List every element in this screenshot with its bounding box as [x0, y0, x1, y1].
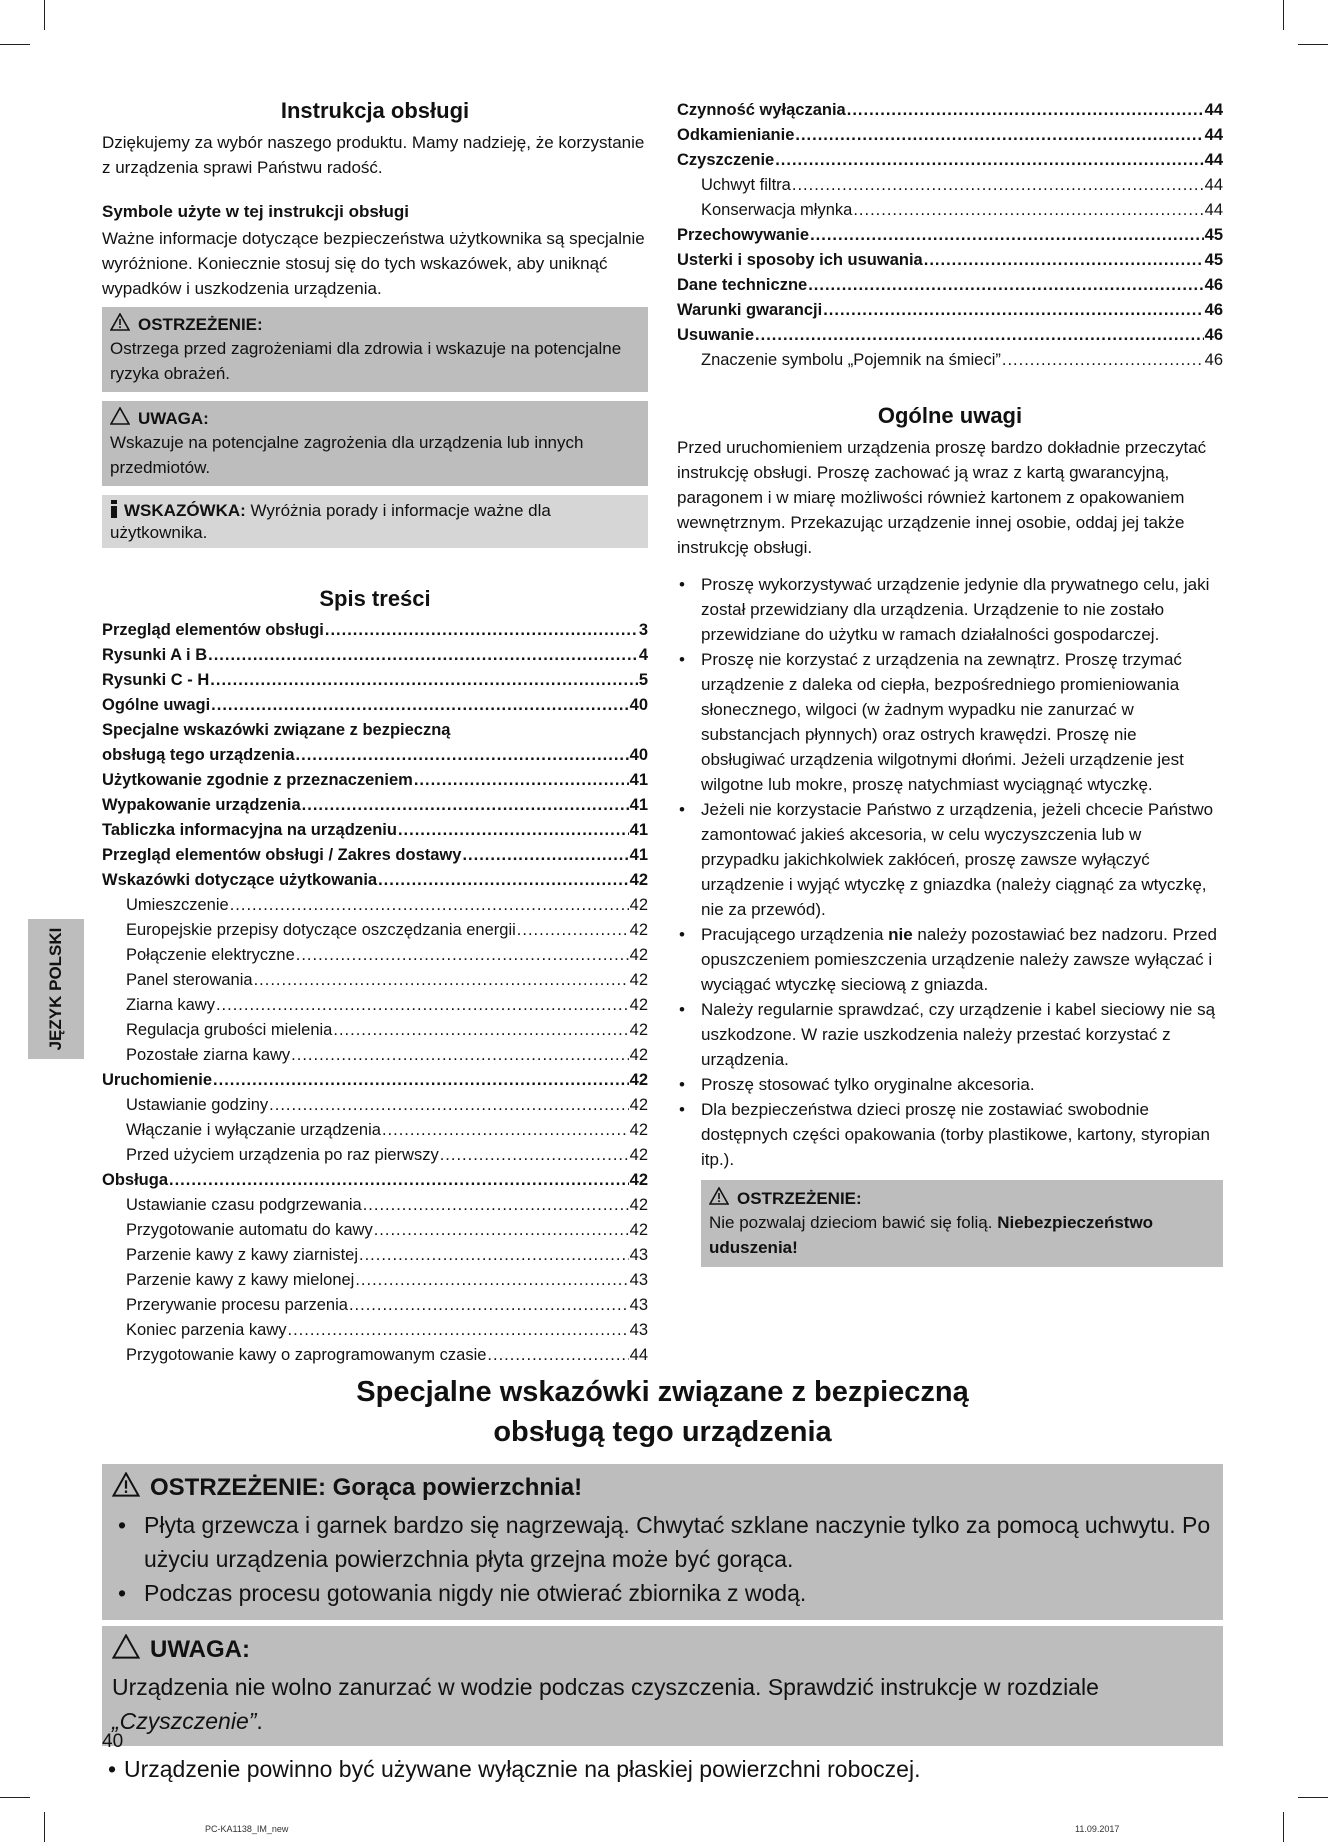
- toc-entry-page: 5: [638, 671, 648, 689]
- hint-box: [102, 495, 648, 548]
- toc-entry-label: Ziarna kawy: [126, 996, 215, 1014]
- toc-entry-page: 42: [629, 1196, 648, 1214]
- toc-entry-page: 4: [638, 646, 648, 664]
- caution-box: [102, 401, 648, 486]
- toc-entry-page: 42: [629, 1146, 648, 1164]
- toc-entry-page: 46: [1204, 301, 1223, 319]
- toc-leader-dots: [382, 1118, 629, 1143]
- special-safety-section: [102, 1372, 1223, 1786]
- warning-title: OSTRZEŻENIE:: [737, 1188, 862, 1208]
- toc-entry-label: Parzenie kawy z kawy mielonej: [126, 1271, 355, 1289]
- toc-entry-label: Znaczenie symbolu „Pojemnik na śmieci”: [701, 351, 1001, 369]
- hint-text: Wyróżnia porady i informacje ważne dla użytkownika.: [110, 500, 551, 542]
- toc-entry: [102, 1093, 648, 1118]
- toc-entry-label: Przerywanie procesu parzenia: [126, 1296, 348, 1314]
- toc-entry-label: obsługą tego urządzenia: [102, 746, 295, 764]
- language-side-tab: [28, 919, 84, 1059]
- list-item: • Należy regularnie sprawdzać, czy urządzenie i kabel sieciowy nie są uszkodzone. W razie uszkodzenia należy przestać korzystać z urządzenia.: [677, 997, 1223, 1072]
- toc-leader-dots: [462, 843, 628, 868]
- table-of-contents-continued: [677, 98, 1223, 373]
- toc-entry-label: Usuwanie: [677, 326, 755, 344]
- toc-entry: [677, 248, 1223, 273]
- toc-entry-page: 42: [629, 1021, 648, 1039]
- toc-entry-page: 42: [629, 971, 648, 989]
- caution-title: UWAGA:: [138, 408, 209, 428]
- cleaning-chapter-ref: „Czyszczenie”: [112, 1708, 257, 1734]
- toc-entry-page: 42: [629, 996, 648, 1014]
- toc-entry-label: Rysunki A i B: [102, 646, 208, 664]
- info-icon: [110, 500, 118, 523]
- toc-entry-label: Pozostałe ziarna kawy: [126, 1046, 291, 1064]
- toc-entry: [677, 273, 1223, 298]
- toc-entry-page: 42: [629, 896, 648, 914]
- caution-triangle-icon: [112, 1634, 140, 1666]
- toc-entry: [102, 1018, 648, 1043]
- hint-label: WSKAZÓWKA:: [124, 500, 246, 520]
- toc-entry-page: 46: [1204, 351, 1223, 369]
- toc-entry-page: 41: [629, 821, 648, 839]
- cleaning-caution-title: UWAGA:: [150, 1636, 250, 1663]
- safety-bullet-list: [677, 572, 1223, 1172]
- toc-entry: [102, 1193, 648, 1218]
- toc-entry-label: Specjalne wskazówki związane z bezpieczną: [102, 721, 451, 739]
- list-item: • Proszę stosować tylko oryginalne akcesoria.: [677, 1072, 1223, 1097]
- flat-surface-bullet: [102, 1752, 1223, 1786]
- toc-entry: [102, 1143, 648, 1168]
- toc-title: Spis treści: [319, 586, 431, 611]
- toc-entry: [102, 968, 648, 993]
- footer-file-id: PC-KA1138_IM_new: [205, 1824, 289, 1834]
- toc-leader-dots: [398, 818, 629, 843]
- hot-surface-bullets: [112, 1508, 1213, 1610]
- toc-entry-page: 46: [1204, 276, 1223, 294]
- toc-leader-dots: [291, 1043, 628, 1068]
- toc-leader-dots: [487, 1343, 628, 1368]
- warning-text: Nie pozwalaj dzieciom bawić się folią.: [709, 1213, 998, 1232]
- toc-leader-dots: [169, 1168, 629, 1193]
- toc-leader-dots: [853, 198, 1203, 223]
- toc-entry-label: Obsługa: [102, 1171, 169, 1189]
- special-title-line1: Specjalne wskazówki związane z bezpieczną: [356, 1376, 969, 1408]
- bullet-emphasis: nie: [888, 925, 913, 944]
- toc-leader-dots: [517, 918, 629, 943]
- toc-leader-dots: [355, 1268, 628, 1293]
- toc-entry: [102, 1118, 648, 1143]
- toc-entry: [102, 1243, 648, 1268]
- toc-entry-label: Wskazówki dotyczące użytkowania: [102, 871, 378, 889]
- toc-entry-label: Przegląd elementów obsługi / Zakres dostawy: [102, 846, 462, 864]
- toc-entry: [102, 868, 648, 893]
- toc-entry-page: 43: [629, 1296, 648, 1314]
- symbols-heading: Symbole użyte w tej instrukcji obsługi: [102, 202, 410, 221]
- toc-leader-dots: [847, 98, 1204, 123]
- toc-leader-dots: [213, 1068, 629, 1093]
- toc-entry: [102, 1268, 648, 1293]
- toc-entry-label: Połączenie elektryczne: [126, 946, 295, 964]
- special-title: [102, 1372, 1223, 1452]
- toc-leader-dots: [359, 1243, 629, 1268]
- toc-leader-dots: [210, 668, 638, 693]
- warning-text: Ostrzega przed zagrożeniami dla zdrowia i wskazuje na potencjalne ryzyka obrażeń.: [110, 339, 622, 383]
- toc-entry-label: Włączanie i wyłączanie urządzenia: [126, 1121, 381, 1139]
- toc-entry: [102, 893, 648, 918]
- toc-leader-dots: [1002, 348, 1204, 373]
- toc-entry-page: 42: [629, 946, 648, 964]
- toc-entry-page: 43: [629, 1321, 648, 1339]
- toc-entry-label: Parzenie kawy z kawy ziarnistej: [126, 1246, 358, 1264]
- toc-entry-page: 41: [629, 846, 648, 864]
- list-item: [677, 922, 1223, 997]
- toc-entry: [102, 1318, 648, 1343]
- cleaning-caution-box: [102, 1626, 1223, 1746]
- toc-entry-label: Usterki i sposoby ich usuwania: [677, 251, 923, 269]
- toc-leader-dots: [440, 1143, 629, 1168]
- toc-entry-label: Ustawianie czasu podgrzewania: [126, 1196, 362, 1214]
- toc-entry: [102, 1043, 648, 1068]
- hot-surface-warning-box: [102, 1464, 1223, 1620]
- toc-entry-page: 42: [629, 1096, 648, 1114]
- toc-leader-dots: [363, 1193, 629, 1218]
- toc-entry: [102, 643, 648, 668]
- toc-entry-label: Wypakowanie urządzenia: [102, 796, 301, 814]
- toc-entry: [677, 348, 1223, 373]
- warning-emphasis: Niebezpieczeństwo uduszenia!: [709, 1213, 1154, 1257]
- toc-entry-page: 44: [1204, 126, 1223, 144]
- toc-entry: [677, 223, 1223, 248]
- toc-entry-page: 44: [1204, 176, 1223, 194]
- toc-entry-page: 3: [638, 621, 648, 639]
- hot-surface-title: OSTRZEŻENIE: Gorąca powierzchnia!: [150, 1474, 583, 1501]
- warning-triangle-icon: [709, 1187, 729, 1210]
- toc-leader-dots: [374, 1218, 629, 1243]
- toc-entry-page: 44: [629, 1346, 648, 1364]
- toc-entry: [102, 818, 648, 843]
- toc-entry-label: Panel sterowania: [126, 971, 253, 989]
- toc-entry-page: 41: [629, 771, 648, 789]
- toc-entry-label: Użytkowanie zgodnie z przeznaczeniem: [102, 771, 413, 789]
- toc-entry-page: 42: [629, 871, 648, 889]
- toc-leader-dots: [296, 743, 629, 768]
- toc-leader-dots: [810, 223, 1204, 248]
- toc-entry: [102, 793, 648, 818]
- toc-leader-dots: [208, 643, 638, 668]
- toc-leader-dots: [823, 298, 1203, 323]
- toc-entry-page: 42: [629, 1071, 648, 1089]
- list-item: • Dla bezpieczeństwa dzieci proszę nie zostawiać swobodnie dostępnych części opakowania (torby plastikowe, kartony, styropian itp.).: [677, 1097, 1223, 1172]
- toc-leader-dots: [302, 793, 629, 818]
- toc-entry: [677, 323, 1223, 348]
- toc-entry-label: Dane techniczne: [677, 276, 808, 294]
- bullet-text: należy pozostawiać bez nadzoru. Przed opuszczeniem pomieszczenia urządzenie należy zawsze wyłączać i wyciągać wtyczkę sieciową z gniazda.: [701, 925, 1217, 994]
- toc-entry-label: Ustawianie godziny: [126, 1096, 269, 1114]
- toc-entry: [102, 993, 648, 1018]
- toc-entry-page: 43: [629, 1246, 648, 1264]
- toc-leader-dots: [230, 893, 629, 918]
- bullet-text: Pracującego urządzenia: [701, 925, 889, 944]
- toc-leader-dots: [414, 768, 629, 793]
- toc-entry: [102, 1343, 648, 1368]
- cleaning-caution-end: .: [256, 1708, 263, 1734]
- toc-leader-dots: [288, 1318, 629, 1343]
- toc-entry-label: Przygotowanie automatu do kawy: [126, 1221, 373, 1239]
- caution-text: Wskazuje na potencjalne zagrożenia dla urządzenia lub innych przedmiotów.: [110, 433, 584, 477]
- toc-entry: [677, 123, 1223, 148]
- intro-text: Dziękujemy za wybór naszego produktu. Mamy nadzieję, że korzystanie z urządzenia sprawi Państwu radość.: [102, 133, 645, 177]
- right-column: [677, 98, 1223, 1267]
- toc-leader-dots: [333, 1018, 628, 1043]
- page-number: 40: [102, 1731, 124, 1752]
- toc-entry-label: Konserwacja młynka: [701, 201, 853, 219]
- table-of-contents: [102, 618, 648, 1368]
- toc-entry: [102, 618, 648, 643]
- toc-entry-label: Czyszczenie: [677, 151, 775, 169]
- caution-triangle-icon: [110, 407, 130, 430]
- page-title: Instrukcja obsługi: [280, 98, 470, 123]
- cleaning-caution-text: Urządzenia nie wolno zanurzać w wodzie podczas czyszczenia. Sprawdzić instrukcje w rozdziale: [112, 1674, 1099, 1700]
- list-item: • Podczas procesu gotowania nigdy nie otwierać zbiornika z wodą.: [112, 1576, 1213, 1610]
- toc-entry: [102, 693, 648, 718]
- toc-entry-page: 42: [629, 1046, 648, 1064]
- list-item: • Proszę wykorzystywać urządzenie jedynie dla prywatnego celu, jaki został przewidziany dla urządzenia. Urządzenie to nie zostało przewidziane do użytku w ramach działalności gospodarczej.: [677, 572, 1223, 647]
- toc-leader-dots: [325, 618, 638, 643]
- toc-leader-dots: [775, 148, 1203, 173]
- general-notes-text: Przed uruchomieniem urządzenia proszę bardzo dokładnie przeczytać instrukcję obsługi. Proszę zachować ją wraz z kartą gwarancyjną, paragonem i w miarę możliwości również kartonem z opakowaniem wewnętrznym. Przekazując urządzenie innej osobie, oddaj jej także instrukcję obsługi.: [677, 438, 1207, 557]
- toc-entry: [677, 173, 1223, 198]
- toc-entry-label: Umieszczenie: [126, 896, 229, 914]
- warning-triangle-icon: [112, 1472, 140, 1504]
- toc-entry-label: Ogólne uwagi: [102, 696, 211, 714]
- toc-entry-label: Europejskie przepisy dotyczące oszczędzania energii: [126, 921, 516, 939]
- toc-entry-label: Uchwyt filtra: [701, 176, 791, 194]
- toc-entry: [102, 843, 648, 868]
- toc-entry-label: Czynność wyłączania: [677, 101, 846, 119]
- toc-entry: [677, 148, 1223, 173]
- list-item: • Proszę nie korzystać z urządzenia na zewnątrz. Proszę trzymać urządzenie z daleka od ciepła, bezpośredniego promieniowania słonecznego, wilgoci (w żadnym wypadku nie zanurzać w substancjach płynnych) oraz ostrych krawędzi. Proszę nie obsługiwać urządzenia wilgotnymi dłońmi. Jeżeli urządzenie jest wilgotne lub mokre, proszę natychmiast wyciągnąć wtyczkę.: [677, 647, 1223, 797]
- toc-entry-page: 46: [1204, 326, 1223, 344]
- toc-entry: [677, 98, 1223, 123]
- toc-entry-label: Tabliczka informacyjna na urządzeniu: [102, 821, 397, 839]
- toc-entry-page: 44: [1204, 151, 1223, 169]
- toc-leader-dots: [808, 273, 1203, 298]
- special-title-line2: obsługą tego urządzenia: [493, 1416, 832, 1448]
- toc-leader-dots: [349, 1293, 629, 1318]
- toc-entry: [102, 668, 648, 693]
- toc-entry: [102, 943, 648, 968]
- toc-entry: [102, 768, 648, 793]
- toc-entry: [677, 198, 1223, 223]
- language-label: JĘZYK POLSKI: [46, 927, 65, 1051]
- toc-entry: [677, 298, 1223, 323]
- toc-entry-page: 44: [1204, 201, 1223, 219]
- toc-leader-dots: [792, 173, 1204, 198]
- toc-leader-dots: [378, 868, 629, 893]
- toc-entry-label: Warunki gwarancji: [677, 301, 823, 319]
- toc-entry-page: 45: [1204, 251, 1223, 269]
- toc-entry-page: 42: [629, 921, 648, 939]
- toc-leader-dots: [216, 993, 629, 1018]
- toc-leader-dots: [254, 968, 629, 993]
- toc-entry: [102, 718, 648, 743]
- toc-entry-label: Przed użyciem urządzenia po raz pierwszy: [126, 1146, 439, 1164]
- toc-entry-label: Przegląd elementów obsługi: [102, 621, 324, 639]
- toc-entry-page: 44: [1204, 101, 1223, 119]
- toc-entry-page: 40: [629, 746, 648, 764]
- warning-box: [102, 307, 648, 392]
- toc-entry: [102, 918, 648, 943]
- toc-entry: [102, 1168, 648, 1193]
- toc-entry-label: Przechowywanie: [677, 226, 810, 244]
- toc-entry-label: Uruchomienie: [102, 1071, 213, 1089]
- toc-entry-label: Przygotowanie kawy o zaprogramowanym czasie: [126, 1346, 487, 1364]
- footer-date: 11.09.2017: [1075, 1824, 1120, 1834]
- toc-entry-label: Rysunki C - H: [102, 671, 210, 689]
- toc-entry: [102, 1218, 648, 1243]
- toc-entry: [102, 743, 648, 768]
- toc-entry-page: 43: [629, 1271, 648, 1289]
- toc-entry-page: 40: [629, 696, 648, 714]
- toc-leader-dots: [296, 943, 629, 968]
- toc-entry-page: 42: [629, 1121, 648, 1139]
- toc-leader-dots: [924, 248, 1204, 273]
- toc-leader-dots: [755, 323, 1204, 348]
- toc-entry-page: 45: [1204, 226, 1223, 244]
- toc-entry-label: Koniec parzenia kawy: [126, 1321, 287, 1339]
- warning-triangle-icon: [110, 313, 130, 336]
- suffocation-warning-box: [701, 1180, 1223, 1267]
- toc-entry: [102, 1293, 648, 1318]
- left-column: [102, 98, 648, 1368]
- toc-leader-dots: [211, 693, 628, 718]
- list-item: • Urządzenie powinno być używane wyłącznie na płaskiej powierzchni roboczej.: [102, 1752, 1223, 1786]
- list-item: • Jeżeli nie korzystacie Państwo z urządzenia, jeżeli chcecie Państwo zamontować jakieś akcesoria, w celu wyczyszczenia lub w przypadku jakichkolwiek zakłóceń, proszę zawsze wyłączyć urządzenie i wyjąć wtyczkę z gniazdka (należy ciągnąć za wtyczkę, nie za przewód).: [677, 797, 1223, 922]
- toc-entry: [102, 1068, 648, 1093]
- warning-title: OSTRZEŻENIE:: [138, 314, 263, 334]
- symbols-text: Ważne informacje dotyczące bezpieczeństwa użytkownika są specjalnie wyróżnione. Koniecznie stosuj się do tych wskazówek, aby uniknąć wypadków i uszkodzenia urządzenia.: [102, 229, 645, 298]
- general-notes-title: Ogólne uwagi: [877, 403, 1023, 428]
- toc-entry-label: Odkamienianie: [677, 126, 795, 144]
- toc-entry-label: Regulacja grubości mielenia: [126, 1021, 333, 1039]
- list-item: • Płyta grzewcza i garnek bardzo się nagrzewają. Chwytać szklane naczynie tylko za pomocą uchwytu. Po użyciu urządzenia powierzchnia płyta grzejna może być gorąca.: [112, 1508, 1213, 1576]
- toc-leader-dots: [269, 1093, 628, 1118]
- toc-entry-page: 42: [629, 1221, 648, 1239]
- toc-entry-page: 42: [629, 1171, 648, 1189]
- toc-leader-dots: [795, 123, 1203, 148]
- toc-entry-page: 41: [629, 796, 648, 814]
